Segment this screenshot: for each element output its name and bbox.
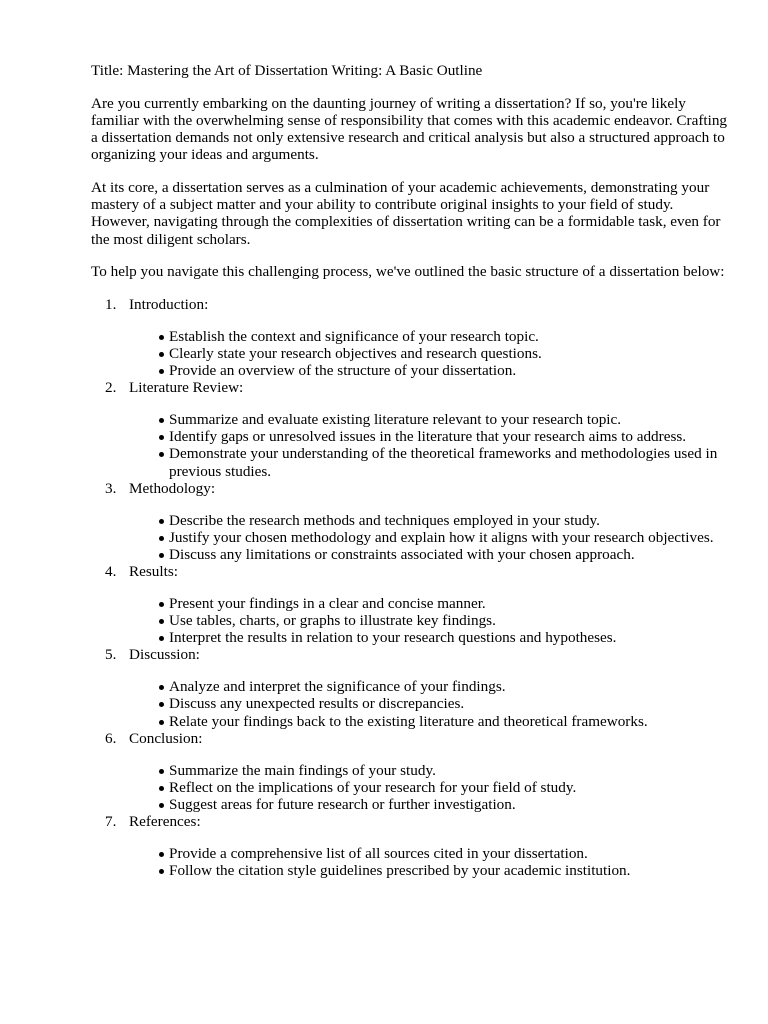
section-number: 4. — [105, 563, 117, 581]
list-item — [169, 678, 731, 695]
section-number: 6. — [105, 729, 117, 747]
bullet-icon — [159, 619, 164, 624]
section-heading: Conclusion: — [129, 729, 203, 747]
section-number: 3. — [105, 479, 117, 497]
bullet-icon — [159, 869, 164, 874]
list-item-text: Describe the research methods and techniques employed in your study. — [169, 511, 600, 529]
list-item — [169, 612, 731, 629]
list-item — [169, 512, 731, 529]
section-heading: Methodology: — [129, 479, 216, 497]
list-item — [169, 595, 731, 612]
section-number: 5. — [105, 646, 117, 664]
list-item — [169, 762, 731, 779]
bullet-icon — [159, 519, 164, 524]
bullet-icon — [159, 803, 164, 808]
intro-paragraph: Are you currently embarking on the daunting journey of writing a dissertation? If so, you're likely familiar with the overwhelming sense of responsibility that comes with this academic endeavor. Crafting a dissertation demands not only extensive research and critical analysis but also a structured approach to organizing your ideas and arguments. — [91, 94, 728, 164]
list-item-text: Justify your chosen methodology and explain how it aligns with your research objectives. — [169, 528, 714, 546]
bullet-icon — [159, 602, 164, 607]
section-number: 2. — [105, 379, 117, 397]
list-item-text: Discuss any limitations or constraints associated with your chosen approach. — [169, 545, 635, 563]
outline-section-introduction — [91, 296, 731, 379]
bullet-icon — [159, 702, 164, 707]
bullet-icon — [159, 352, 164, 357]
list-item — [169, 529, 731, 546]
bullet-icon — [159, 553, 164, 558]
list-item-text: Present your findings in a clear and concise manner. — [169, 594, 486, 612]
list-item — [169, 445, 731, 479]
list-item — [169, 411, 731, 428]
bullet-icon — [159, 685, 164, 690]
bullet-icon — [159, 720, 164, 725]
outline-section-discussion — [91, 646, 731, 729]
list-item-text: Relate your findings back to the existing literature and theoretical frameworks. — [169, 712, 648, 730]
outline-section-literature-review — [91, 379, 731, 480]
bullet-icon — [159, 636, 164, 641]
section-bullets — [129, 678, 731, 730]
list-item-text: Establish the context and significance of your research topic. — [169, 327, 539, 345]
bullet-icon — [159, 369, 164, 374]
list-item — [169, 362, 731, 379]
list-item — [169, 345, 731, 362]
bullet-icon — [159, 786, 164, 791]
list-item-text: Provide a comprehensive list of all sources cited in your dissertation. — [169, 844, 588, 862]
list-item — [169, 713, 731, 730]
bullet-icon — [159, 769, 164, 774]
list-item — [169, 428, 731, 445]
bullet-icon — [159, 452, 164, 457]
document-page — [91, 62, 731, 879]
bullet-icon — [159, 852, 164, 857]
section-bullets — [129, 845, 731, 879]
section-heading: Discussion: — [129, 646, 200, 664]
list-item — [169, 845, 731, 862]
list-item-text: Use tables, charts, or graphs to illustrate key findings. — [169, 612, 496, 630]
list-item-text: Reflect on the implications of your research for your field of study. — [169, 778, 577, 796]
list-item-text: Interpret the results in relation to your research questions and hypotheses. — [169, 629, 617, 647]
list-item-text: Provide an overview of the structure of your dissertation. — [169, 362, 517, 380]
section-bullets — [129, 328, 731, 380]
outline-section-results — [91, 563, 731, 646]
dissertation-outline — [91, 296, 731, 879]
core-paragraph: At its core, a dissertation serves as a culmination of your academic achievements, demonstrating your mastery of a subject matter and your ability to contribute original insights to your field of study. However, navigating through the complexities of dissertation writing can be a formidable task, even for the most diligent scholars. — [91, 179, 721, 248]
section-number: 7. — [105, 813, 117, 831]
section-number: 1. — [105, 296, 117, 314]
list-item — [169, 546, 731, 563]
document-title: Title: Mastering the Art of Dissertation Writing: A Basic Outline — [91, 62, 483, 79]
section-bullets — [129, 512, 731, 564]
outline-section-methodology — [91, 480, 731, 563]
bullet-icon — [159, 536, 164, 541]
list-item — [169, 779, 731, 796]
section-heading: Results: — [129, 563, 178, 581]
list-item-text: Summarize the main findings of your study. — [169, 761, 436, 779]
list-item-text: Clearly state your research objectives and research questions. — [169, 344, 542, 362]
list-item — [169, 695, 731, 712]
list-item-text: Discuss any unexpected results or discrepancies. — [169, 695, 465, 713]
bullet-icon — [159, 435, 164, 440]
list-item — [169, 328, 731, 345]
bullet-icon — [159, 335, 164, 340]
list-item — [169, 796, 731, 813]
list-item — [169, 629, 731, 646]
outline-section-references — [91, 813, 731, 879]
section-bullets — [129, 411, 731, 480]
list-item-text: Summarize and evaluate existing literature relevant to your research topic. — [169, 411, 622, 429]
bullet-icon — [159, 418, 164, 423]
list-item — [169, 862, 731, 879]
section-heading: Literature Review: — [129, 379, 244, 397]
list-item-text: Suggest areas for future research or further investigation. — [169, 795, 516, 813]
outline-section-conclusion — [91, 730, 731, 813]
section-bullets — [129, 595, 731, 647]
list-item-text: Identify gaps or unresolved issues in the literature that your research aims to address. — [169, 428, 687, 446]
list-item-text: Analyze and interpret the significance of your findings. — [169, 678, 506, 696]
section-heading: References: — [129, 813, 201, 831]
list-item-text: Demonstrate your understanding of the theoretical frameworks and methodologies used in previous studies. — [169, 445, 718, 480]
section-heading: Introduction: — [129, 296, 209, 314]
section-bullets — [129, 762, 731, 814]
outline-lead-paragraph: To help you navigate this challenging process, we've outlined the basic structure of a dissertation below: — [91, 263, 725, 281]
list-item-text: Follow the citation style guidelines prescribed by your academic institution. — [169, 862, 631, 880]
